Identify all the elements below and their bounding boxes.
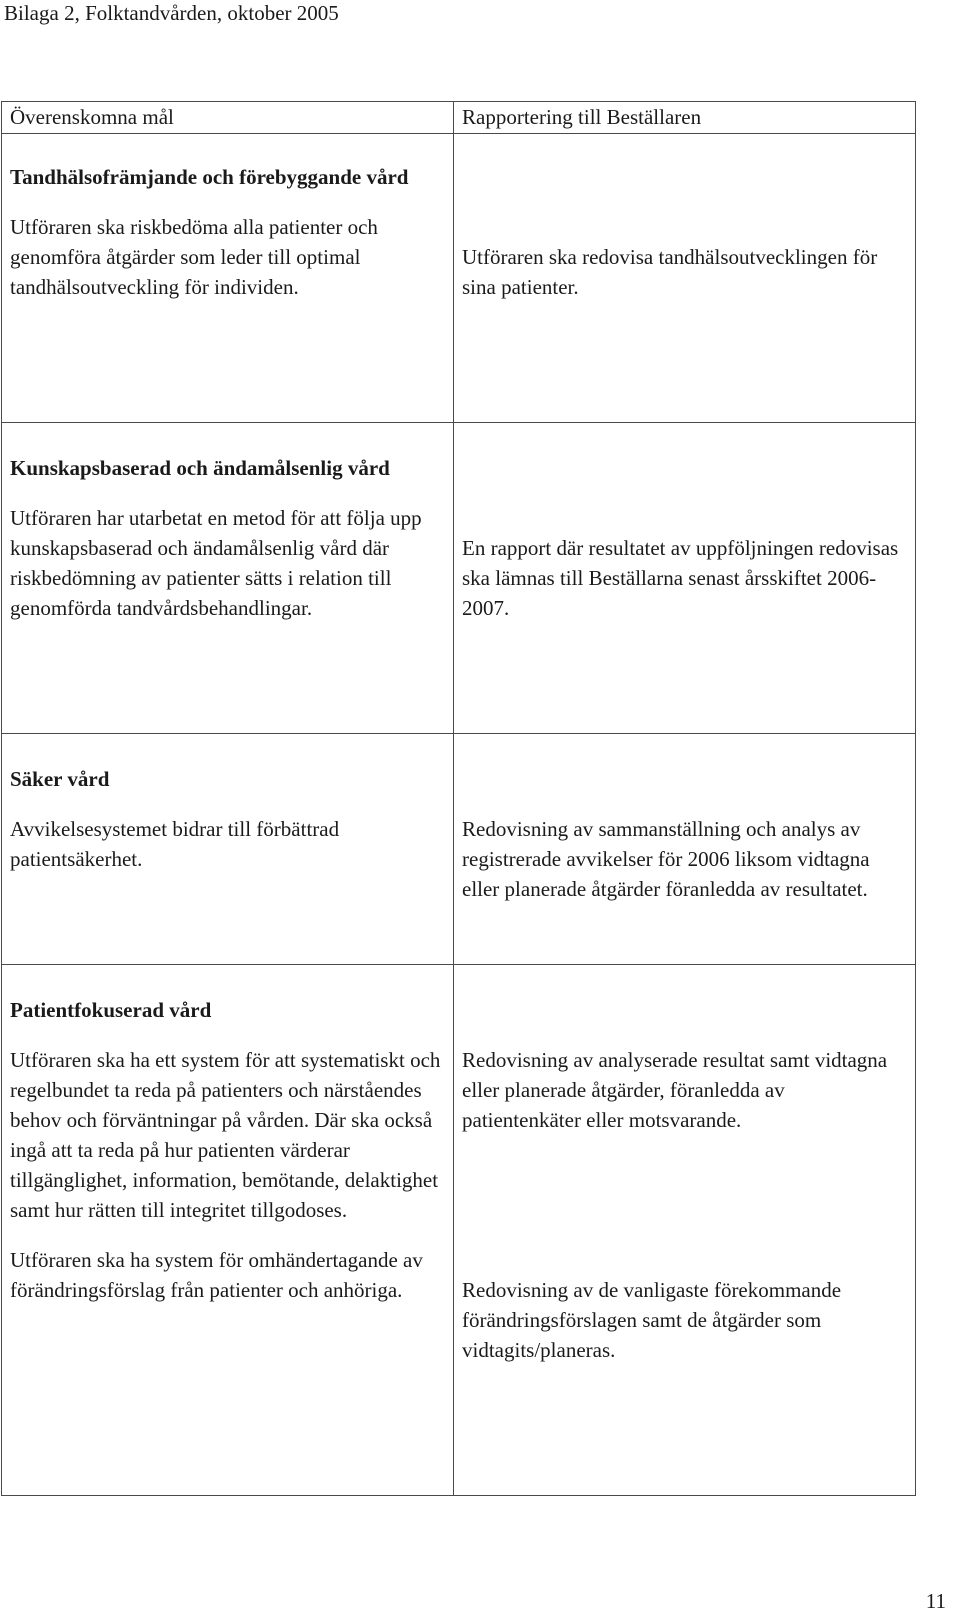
goals-table xyxy=(1,101,916,1496)
section-title: Patientfokuserad vård xyxy=(10,998,212,1022)
report-cell xyxy=(454,965,916,1496)
document-header: Bilaga 2, Folktandvården, oktober 2005 xyxy=(4,1,339,25)
report-cell xyxy=(454,734,916,965)
table-row xyxy=(2,423,916,734)
section-title: Säker vård xyxy=(10,767,110,791)
table-row xyxy=(2,965,916,1496)
goal-text: Avvikelsesystemet bidrar till förbättrad patientsäkerhet. xyxy=(10,817,340,871)
goal-text-2: Utföraren ska ha system för omhändertagande av förändringsförslag från patienter och anhöriga. xyxy=(10,1248,423,1302)
column-header-goals: Överenskomna mål xyxy=(2,102,454,134)
goal-text: Utföraren ska ha ett system för att systematiskt och regelbundet ta reda på patienters och närståendes behov och förväntningar på vården. Där ska också ingå att ta reda på hur patienten värderar tillgänglighet, information, bemötande, delaktighet samt hur rätten till integritet tillgodoses. xyxy=(10,1048,441,1222)
report-text: En rapport där resultatet av uppföljningen redovisas ska lämnas till Beställarna senast årsskiftet 2006-2007. xyxy=(462,536,899,620)
report-text: Utföraren ska redovisa tandhälsoutvecklingen för sina patienter. xyxy=(462,245,878,299)
column-header-reporting: Rapportering till Beställaren xyxy=(454,102,916,134)
goal-cell xyxy=(2,134,454,423)
goal-text: Utföraren har utarbetat en metod för att följa upp kunskapsbaserad och ändamålsenlig vård där riskbedömning av patienter sätts i relation till genomförda tandvårdsbehandlingar. xyxy=(10,506,422,620)
report-cell xyxy=(454,134,916,423)
table-header-row xyxy=(2,102,916,134)
report-text-2: Redovisning av de vanligaste förekommande förändringsförslagen samt de åtgärder som vidtagits/planeras. xyxy=(462,1278,842,1362)
section-title: Kunskapsbaserad och ändamålsenlig vård xyxy=(10,456,390,480)
page-number: 11 xyxy=(925,1589,946,1613)
goal-cell xyxy=(2,734,454,965)
goal-cell xyxy=(2,423,454,734)
report-text: Redovisning av sammanställning och analys av registrerade avvikelser för 2006 liksom vidtagna eller planerade åtgärder föranledda av resultatet. xyxy=(462,817,870,901)
report-cell xyxy=(454,423,916,734)
goal-text: Utföraren ska riskbedöma alla patienter och genomföra åtgärder som leder till optimal tandhälsoutveckling för individen. xyxy=(10,215,378,299)
goal-cell xyxy=(2,965,454,1496)
report-text: Redovisning av analyserade resultat samt vidtagna eller planerade åtgärder, föranledda av patientenkäter eller motsvarande. xyxy=(462,1048,888,1132)
table-row xyxy=(2,134,916,423)
section-title: Tandhälsofrämjande och förebyggande vård xyxy=(10,165,409,189)
table-row xyxy=(2,734,916,965)
